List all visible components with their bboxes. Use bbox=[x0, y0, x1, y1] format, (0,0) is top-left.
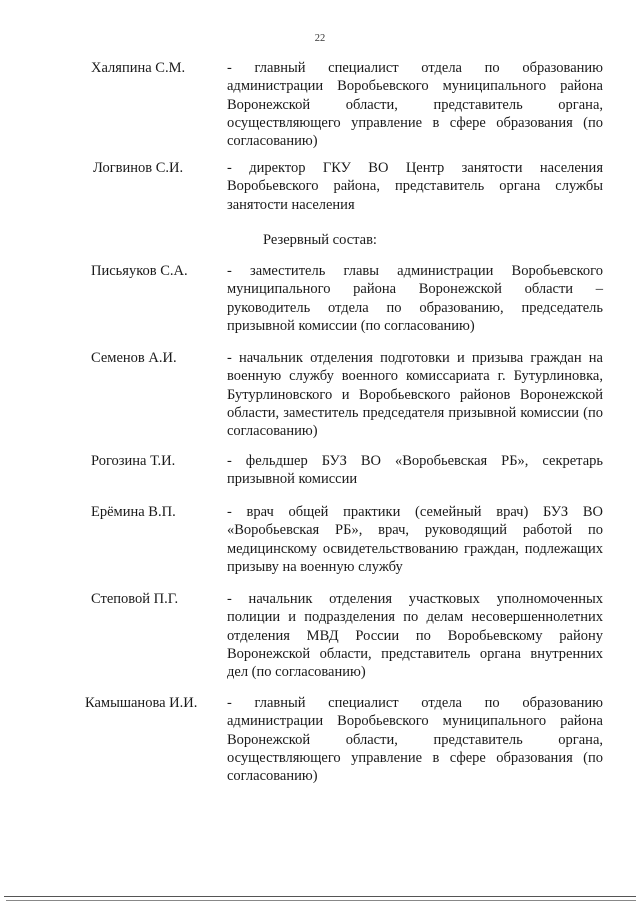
member-description: - директор ГКУ ВО Центр занятости населения Воробьевского района, представитель органа службы занятости населения bbox=[227, 160, 603, 213]
member-name: Степовой П.Г. bbox=[91, 591, 179, 607]
member-description: - главный специалист отдела по образованию администрации Воробьевского муниципального района Воронежской области, представитель органа, осуществляющего управление в сфере образования (по согласованию) bbox=[227, 60, 603, 150]
member-name: Камышанова И.И. bbox=[85, 695, 198, 711]
page-number: 22 bbox=[314, 33, 326, 44]
member-name: Рогозина Т.И. bbox=[91, 453, 176, 469]
member-name: Семенов А.И. bbox=[91, 350, 177, 366]
member-description: - фельдшер БУЗ ВО «Воробьевская РБ», секретарь призывной комиссии bbox=[227, 453, 603, 488]
member-name: Письяуков С.А. bbox=[91, 263, 188, 279]
reserve-heading: Резервный состав: bbox=[263, 232, 377, 248]
member-description: - заместитель главы администрации Воробьевского муниципального района Воронежской области – руководитель отдела по образованию, председатель призывной комиссии (по согласованию) bbox=[227, 263, 603, 334]
member-name: Логвинов С.И. bbox=[93, 160, 184, 176]
member-name: Халяпина С.М. bbox=[91, 60, 186, 76]
member-description: - начальник отделения подготовки и призыва граждан на военную службу военного комиссариата г. Бутурлиновка, Бутурлиновского и Воробьевского районов Воронежской области, заместитель председателя призывной комиссии (по согласованию) bbox=[227, 350, 603, 440]
member-description: - главный специалист отдела по образованию администрации Воробьевского муниципального района Воронежской области, представитель органа, осуществляющего управление в сфере образования (по согласованию) bbox=[227, 695, 603, 785]
member-name: Ерёмина В.П. bbox=[91, 504, 176, 520]
member-description: - врач общей практики (семейный врач) БУЗ ВО «Воробьевская РБ», врач, руководящий работой по медицинскому освидетельствованию граждан, подлежащих призыву на военную службу bbox=[227, 504, 603, 575]
scan-edge-line bbox=[4, 896, 636, 897]
scan-edge-line bbox=[6, 900, 636, 901]
member-description: - начальник отделения участковых уполномоченных полиции и подразделения по делам несовершеннолетних отделения МВД России по Воробьевскому району Воронежской области, представитель органа внутренних дел (по согласованию) bbox=[227, 591, 603, 681]
